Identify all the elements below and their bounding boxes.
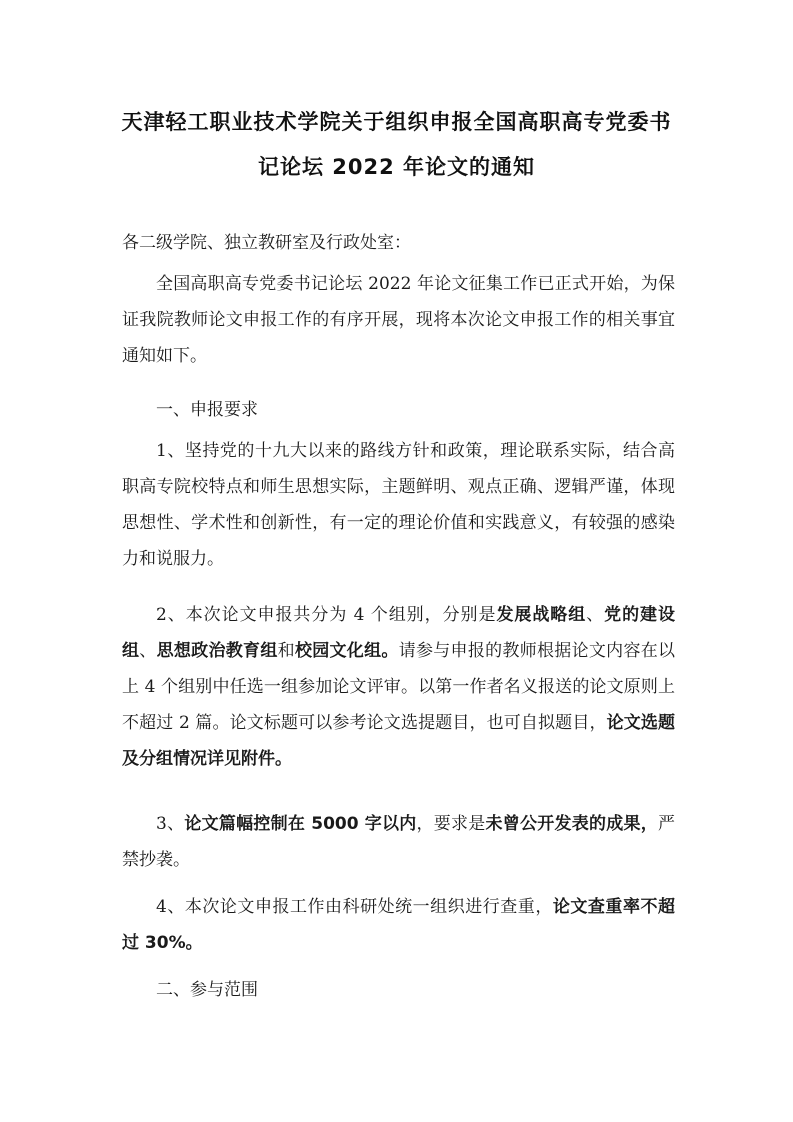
item-2-group-development: 发展战略组 [496,605,587,625]
document-title-line-2: 记论坛 2022 年论文的通知 [257,155,536,179]
item-2-group-campus-culture: 校园文化组。 [294,641,399,661]
section-heading-scope: 二、参与范围 [156,980,258,1000]
item-2-sep-3: 和 [277,641,295,661]
salutation: 各二级学院、独立教研室及行政处室： [122,233,411,253]
item-3-unpublished: 未曾公开发表的成果， [485,814,659,834]
item-3-text-c: ，要求是 [416,814,486,834]
item-4-plagiarism-limit: 论文查重率不超过 30%。 [122,897,675,953]
item-2-text-c: 请参与申报的教师根据论文内容在以上 4 个组别中任选一组参加论文评审。以第一作者名义报送的论文原则上不超过 2 篇。论文标题可以参考论文选提题目，也可自拟题目， [122,641,676,733]
item-3-text-d: 严禁抄袭。 [122,814,676,870]
item-3-text-a: 3、 [156,814,185,834]
intro-paragraph: 全国高职高专党委书记论坛 2022 年论文征集工作已正式开始，为保证我院教师论文申报工作的有序开展，现将本次论文申报工作的相关事宜通知如下。 [122,274,675,366]
item-2-sep-1: 、 [586,605,605,625]
item-3-length-limit: 论文篇幅控制在 5000 字以内 [184,814,417,834]
item-2-sep-2: 、 [139,641,157,661]
item-2-attachment-note: 论文选题及分组情况详见附件。 [122,713,676,769]
requirement-item-3 [122,806,675,878]
section-heading-requirements: 一、申报要求 [156,400,258,420]
item-2-group-ideological: 思想政治教育组 [156,641,278,661]
requirement-item-2 [122,597,675,777]
document-title-line-1: 天津轻工职业技术学院关于组织申报全国高职高专党委书 [121,110,672,134]
item-2-text-a: 2、本次论文申报共分为 4 个组别，分别是 [156,605,497,625]
item-4-text-a: 4、本次论文申报工作由科研处统一组织进行查重， [156,897,553,917]
requirement-item-4 [122,889,675,961]
item-2-group-party-building: 党的建设组 [122,605,675,661]
requirement-item-1: 1、坚持党的十九大以来的路线方针和政策，理论联系实际，结合高职高专院校特点和师生思想实际，主题鲜明、观点正确、逻辑严谨，体现思想性、学术性和创新性，有一定的理论价值和实践意义，有较强的感染力和说服力。 [122,441,675,569]
